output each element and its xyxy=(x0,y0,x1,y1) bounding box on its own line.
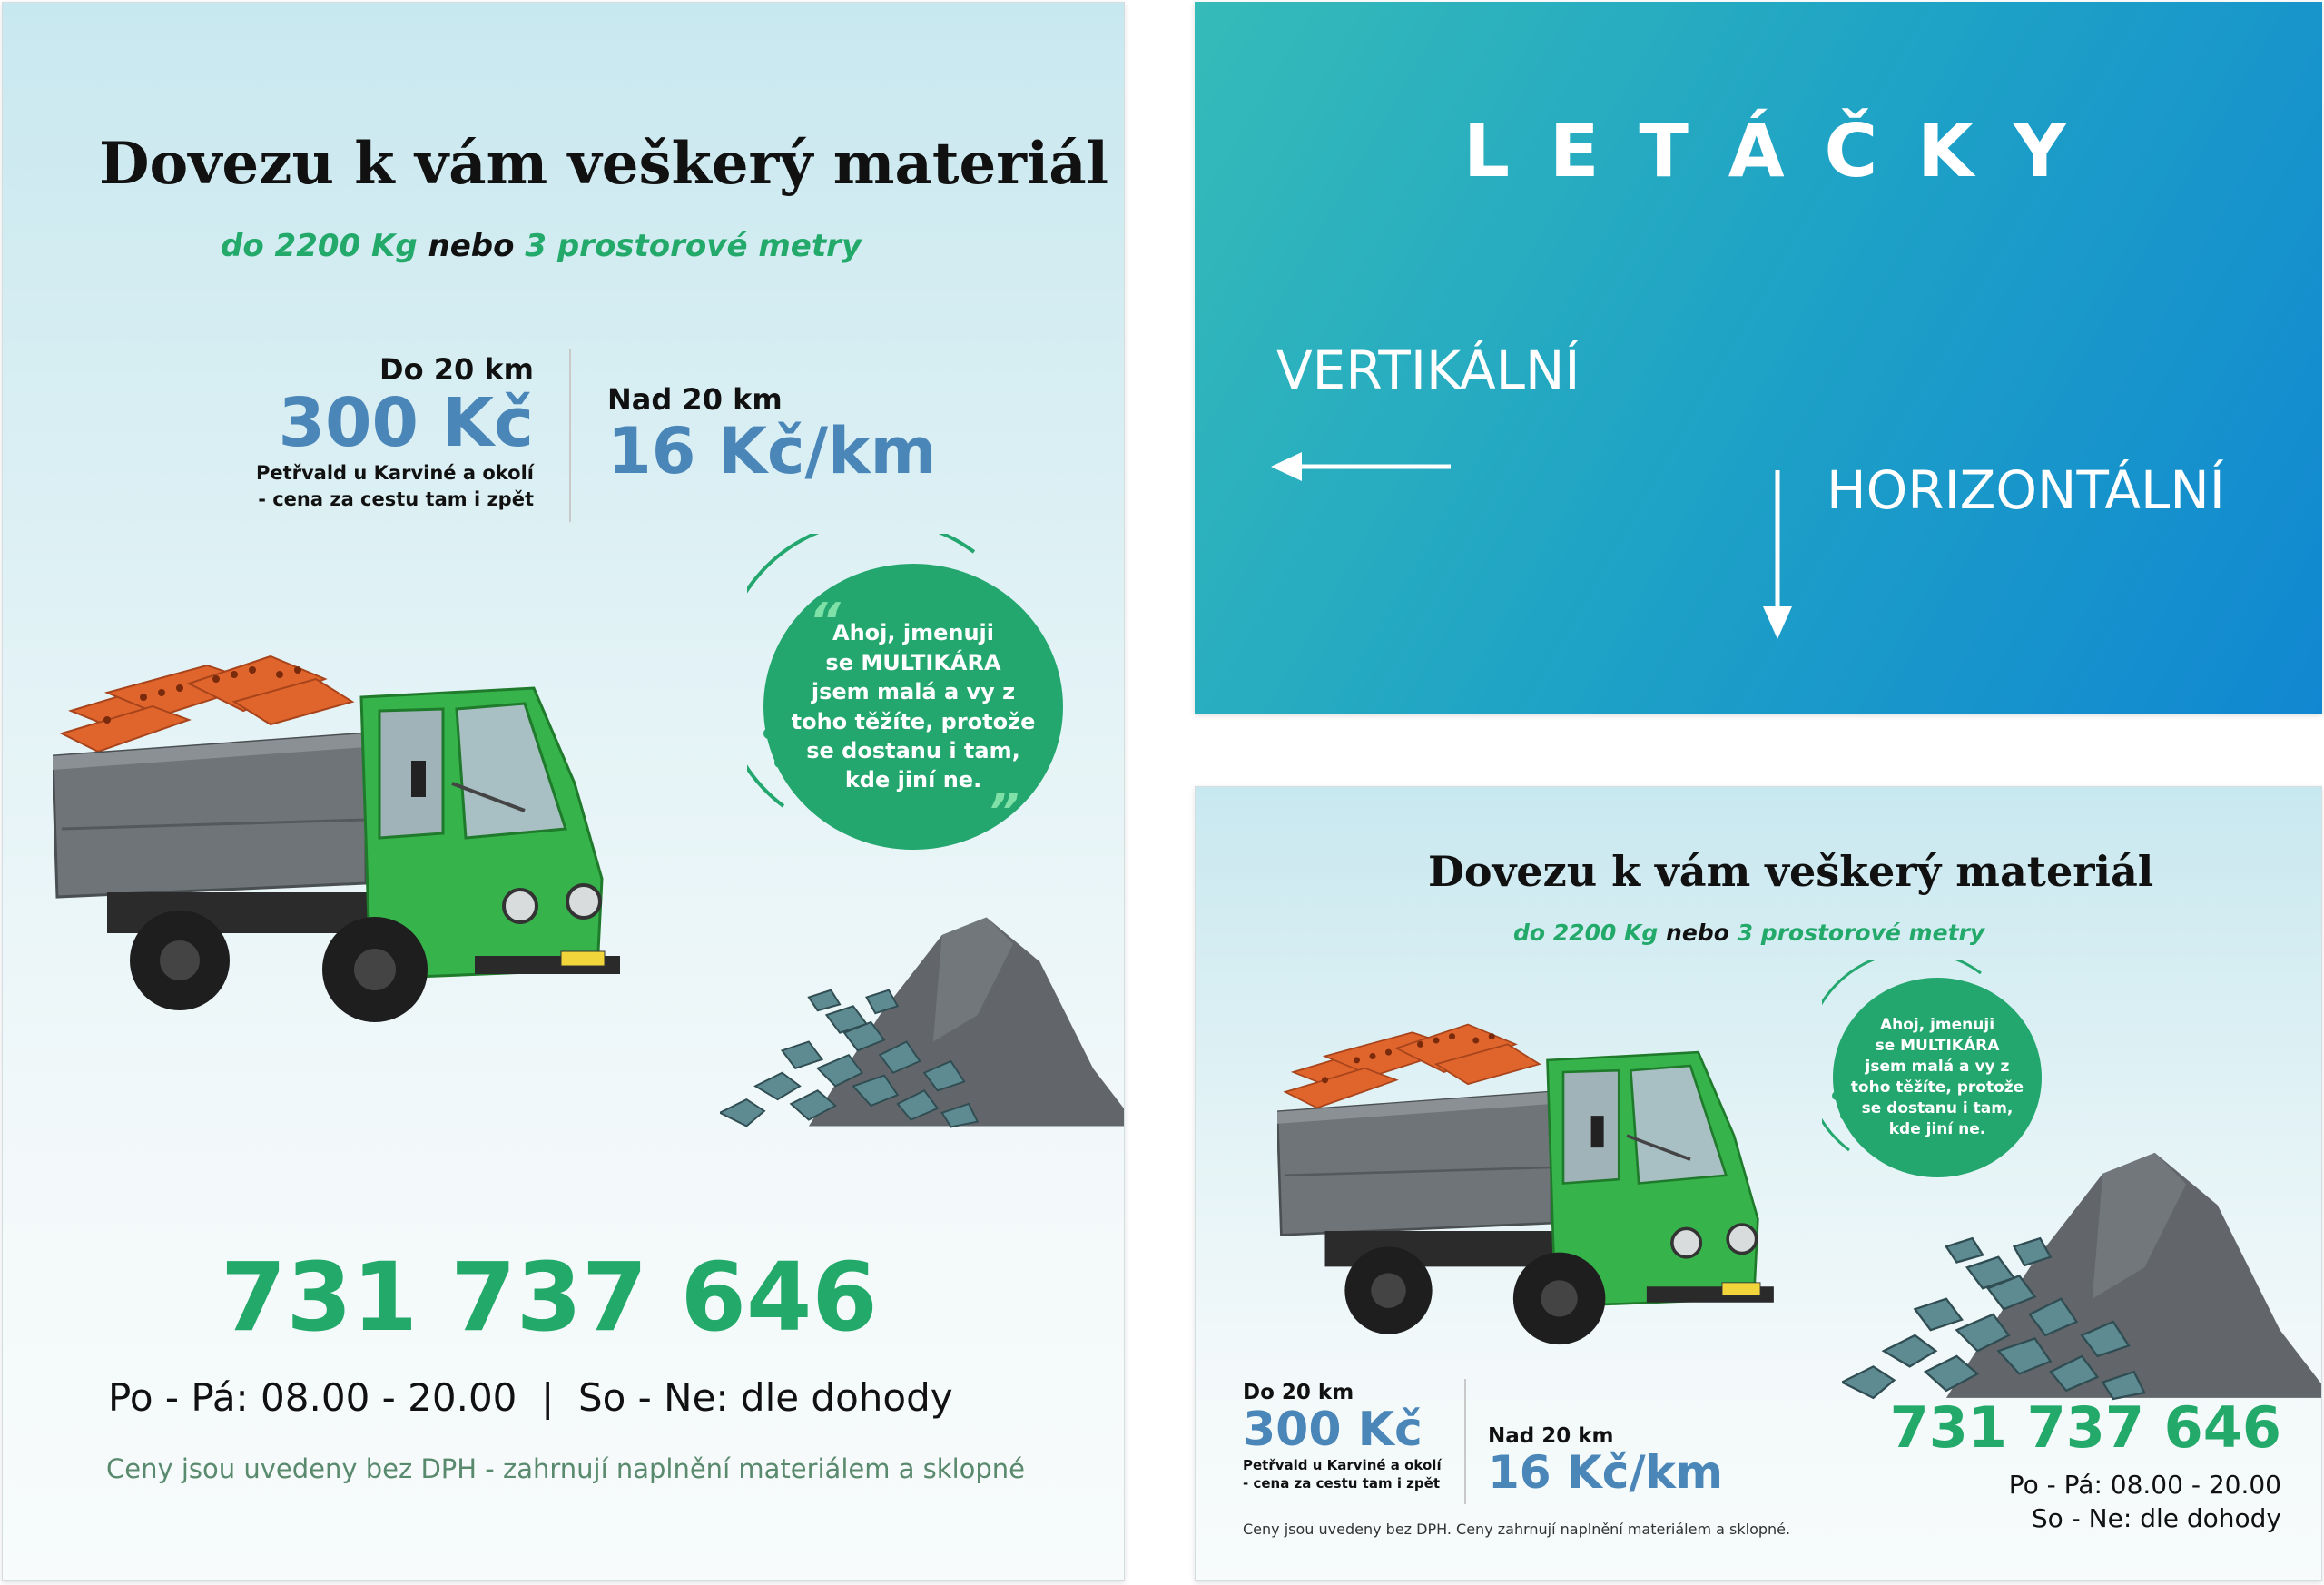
flyer-title: Dovezu k vám veškerý materiál xyxy=(99,130,1108,198)
bubble-line-1: Ahoj, jmenuji xyxy=(1879,1016,1995,1035)
price-footnote: Ceny jsou uvedeny bez DPH. Ceny zahrnují naplnění materiálem a sklopné. xyxy=(1243,1521,1791,1538)
subtitle-weight: do 2200 Kg xyxy=(1513,920,1659,946)
bubble-line-2: se MULTIKÁRA xyxy=(1875,1037,2000,1056)
open-quote-icon: “ xyxy=(809,593,841,650)
far-price-block xyxy=(1488,1424,1723,1498)
banner-title: L E T Á Č K Y xyxy=(1463,109,2073,193)
bubble-line-4: toho těžíte, protože xyxy=(791,708,1036,734)
truck-illustration xyxy=(53,638,634,1038)
letacky-banner xyxy=(1195,2,2322,714)
near-price-block xyxy=(1243,1381,1442,1493)
near-label: Do 20 km xyxy=(1243,1381,1354,1404)
down-arrow-icon xyxy=(1761,470,1794,646)
bubble-line-1: Ahoj, jmenuji xyxy=(832,620,994,646)
near-price: 300 Kč xyxy=(1243,1403,1423,1457)
gravel-pile-illustration xyxy=(1842,1141,2322,1404)
bubble-line-6: kde jiní ne. xyxy=(1888,1119,1986,1138)
horizontal-flyer xyxy=(1195,786,2322,1581)
phone-number: 731 737 646 xyxy=(1889,1394,2281,1461)
flyer-subtitle xyxy=(221,228,862,264)
subtitle-volume: 3 prostorové metry xyxy=(525,228,862,264)
near-label: Do 20 km xyxy=(379,352,534,387)
bubble-line-3: jsem malá a vy z xyxy=(1865,1058,2010,1077)
hours-weekdays: Po - Pá: 08.00 - 20.00 xyxy=(2008,1470,2281,1501)
truck-illustration xyxy=(1277,1009,1786,1358)
price-footnote: Ceny jsou uvedeny bez DPH - zahrnují naplnění materiálem a sklopné xyxy=(106,1453,1026,1484)
far-label: Nad 20 km xyxy=(607,382,783,417)
subtitle-volume: 3 prostorové metry xyxy=(1737,920,1985,946)
far-label: Nad 20 km xyxy=(1488,1424,1614,1448)
near-note-line2: - cena za cestu tam i zpět xyxy=(258,487,534,510)
bubble-line-5: se dostanu i tam, xyxy=(1861,1098,2014,1117)
contact-block xyxy=(1889,1394,2281,1534)
near-price: 300 Kč xyxy=(278,384,534,462)
near-note-line1: Petřvald u Karviné a okolí xyxy=(1243,1457,1442,1474)
vertical-label: VERTIKÁLNÍ xyxy=(1276,340,1581,401)
opening-hours: Po - Pá: 08.00 - 20.00 | So - Ne: dle dohody xyxy=(108,1375,953,1420)
near-note-line2: - cena za cestu tam i zpět xyxy=(1243,1475,1440,1492)
far-price: 16 Kč/km xyxy=(607,414,937,488)
subtitle-or: nebo xyxy=(428,228,515,264)
left-arrow-icon xyxy=(1271,450,1452,487)
gravel-pile-illustration xyxy=(720,888,1125,1151)
flyer-title: Dovezu k vám veškerý materiál xyxy=(1428,847,2154,896)
bubble-line-2: se MULTIKÁRA xyxy=(825,649,1001,675)
bubble-line-3: jsem malá a vy z xyxy=(811,679,1016,705)
vertical-flyer xyxy=(2,2,1125,1581)
far-price: 16 Kč/km xyxy=(1488,1446,1723,1499)
subtitle-weight: do 2200 Kg xyxy=(221,228,418,264)
far-price-block xyxy=(607,382,937,487)
subtitle-or: nebo xyxy=(1666,920,1729,946)
near-price-block xyxy=(256,352,534,512)
price-divider xyxy=(569,349,571,522)
bubble-line-6: kde jiní ne. xyxy=(844,767,982,793)
flyer-subtitle xyxy=(1513,920,1984,946)
phone-number: 731 737 646 xyxy=(221,1242,878,1353)
horizontal-label: HORIZONTÁLNÍ xyxy=(1827,459,2225,521)
bubble-line-4: toho těžíte, protože xyxy=(1850,1078,2024,1097)
close-quote-icon: ” xyxy=(988,783,1019,841)
hours-weekend: So - Ne: dle dohody xyxy=(2031,1503,2281,1534)
bubble-line-5: se dostanu i tam, xyxy=(806,737,1020,763)
price-divider xyxy=(1464,1379,1466,1504)
near-note-line1: Petřvald u Karviné a okolí xyxy=(255,462,534,485)
